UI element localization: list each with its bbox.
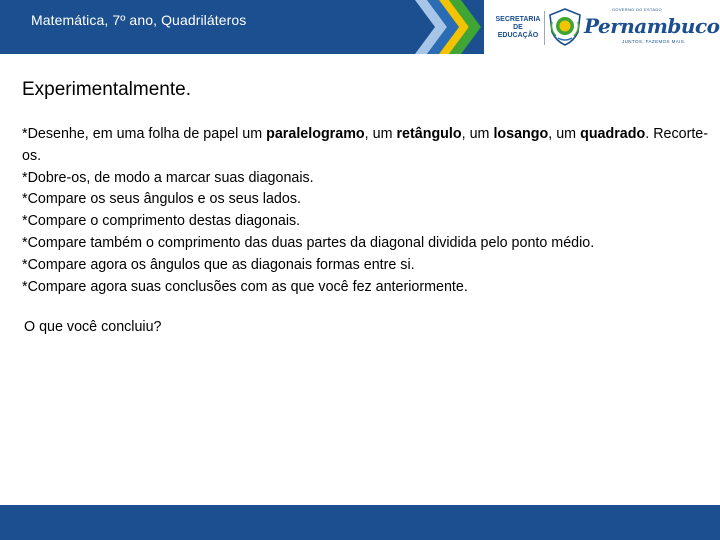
instruction-line: [22, 211, 708, 233]
instruction-text: , um: [364, 126, 397, 142]
instruction-line: [22, 255, 708, 277]
logo-divider: [544, 11, 545, 45]
instruction-line: [22, 189, 708, 211]
instruction-text: *Dobre-os, de modo a marcar suas diagonais.: [22, 169, 314, 186]
governo-label: GOVERNO DO ESTADO: [612, 7, 662, 12]
question-text: O que você concluiu?: [24, 319, 162, 335]
footer-bar: [0, 505, 720, 540]
instruction-text: , um: [548, 126, 581, 142]
instruction-keyword: retângulo: [396, 126, 462, 142]
state-seal-icon: [548, 8, 582, 46]
government-logo: [484, 0, 720, 54]
header-title: Matemática, 7º ano, Quadriláteros: [31, 12, 247, 28]
state-name-label: Pernambuco: [584, 14, 720, 38]
logo-tagline: JUNTOS, FAZEMOS MAIS.: [622, 39, 686, 44]
instruction-text: , um: [461, 126, 494, 142]
instruction-line: [22, 168, 708, 190]
instruction-text: *Compare o comprimento destas diagonais.: [22, 213, 301, 230]
instruction-line: [22, 124, 708, 168]
slide-heading: Experimentalmente.: [22, 79, 191, 100]
instruction-line: [22, 277, 708, 299]
instruction-line: [22, 233, 708, 255]
instruction-text: *Compare agora os ângulos que as diagonais formas entre si.: [22, 256, 415, 273]
instruction-text: *Desenhe, em uma folha de papel um: [22, 126, 267, 142]
instruction-keyword: quadrado: [580, 126, 646, 142]
secretaria-label: SECRETARIA DE EDUCAÇÃO: [495, 16, 541, 39]
instruction-keyword: paralelogramo: [266, 126, 365, 142]
instruction-text: *Compare também o comprimento das duas partes da diagonal dividida pelo ponto médio.: [22, 234, 595, 251]
instruction-keyword: losango: [493, 126, 549, 142]
instruction-text: *Compare os seus ângulos e os seus lados.: [22, 191, 301, 208]
instruction-text: . Recorte-os.: [22, 126, 709, 164]
instructions-list: [22, 124, 708, 298]
header-bar: [0, 0, 720, 54]
decorative-chevrons-icon: [415, 0, 487, 54]
instruction-text: *Compare agora suas conclusões com as que você fez anteriormente.: [22, 278, 468, 295]
